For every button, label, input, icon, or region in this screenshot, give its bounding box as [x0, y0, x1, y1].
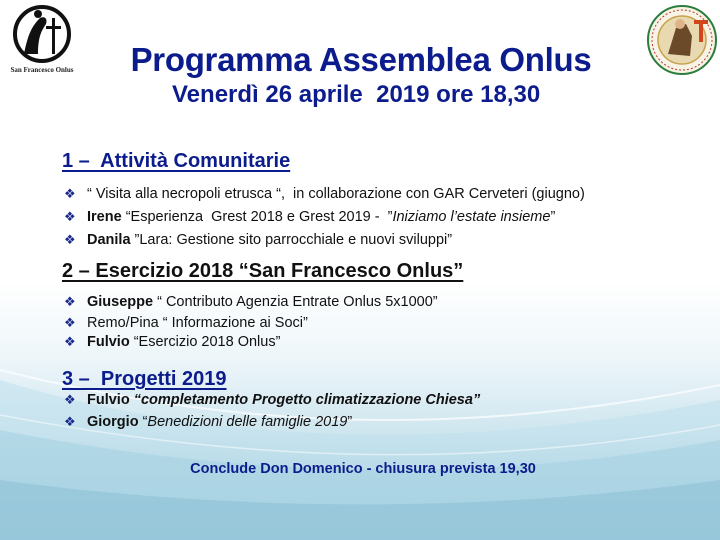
section-heading-2: 2 – Esercizio 2018 “San Francesco Onlus”: [62, 260, 464, 282]
item-italic: Benedizioni delle famiglie 2019: [147, 414, 348, 430]
page-title: Programma Assemblea Onlus: [130, 41, 592, 78]
page-subtitle: Venerdì 26 aprile 2019 ore 18,30: [172, 81, 541, 108]
item-text: “ Contributo Agenzia Entrate Onlus 5x1000”: [153, 294, 438, 310]
item-speaker: Danila: [87, 232, 131, 248]
diamond-bullet-icon: ❖: [64, 209, 76, 224]
item-text: “Esperienza Grest 2018 e Grest 2019 - ”: [121, 209, 393, 225]
list-item: [64, 186, 585, 202]
closing-note: Conclude Don Domenico - chiusura prevista 19,30: [190, 461, 536, 477]
item-tail: ”: [347, 414, 353, 430]
item-speaker: Irene: [87, 209, 122, 225]
item-speaker: Giorgio: [87, 414, 139, 430]
diamond-bullet-icon: ❖: [64, 186, 76, 201]
item-bold-italic: “completamento Progetto climatizzazione Chiesa”: [129, 392, 481, 408]
item-text: “: [138, 414, 148, 430]
list-item: [64, 294, 438, 310]
item-italic: Iniziamo l’estate insieme: [392, 209, 551, 225]
item-speaker: Fulvio: [87, 392, 130, 408]
list-item: [64, 392, 480, 408]
list-item: [64, 232, 452, 248]
diamond-bullet-icon: ❖: [64, 232, 76, 247]
list-item: [64, 315, 308, 331]
section-heading-3: 3 – Progetti 2019: [62, 368, 227, 390]
item-speaker: Giuseppe: [87, 294, 154, 310]
diamond-bullet-icon: ❖: [64, 294, 76, 309]
diamond-bullet-icon: ❖: [64, 392, 76, 407]
item-text: “ Visita alla necropoli etrusca “, in collaborazione con GAR Cerveteri (giugno): [87, 186, 585, 202]
item-text: ”Lara: Gestione sito parrocchiale e nuovi sviluppi”: [130, 232, 453, 248]
item-tail: ”: [550, 209, 556, 225]
list-item: [64, 209, 555, 225]
diamond-bullet-icon: ❖: [64, 334, 76, 349]
list-item: [64, 414, 352, 430]
diamond-bullet-icon: ❖: [64, 414, 76, 429]
item-text: “Esercizio 2018 Onlus”: [129, 334, 281, 350]
list-item: [64, 334, 280, 350]
item-speaker: Fulvio: [87, 334, 130, 350]
logo-caption: San Francesco Onlus: [10, 66, 74, 74]
item-text: Remo/Pina “ Informazione ai Soci”: [87, 315, 308, 331]
section-heading-1: 1 – Attività Comunitarie: [62, 150, 291, 172]
diamond-bullet-icon: ❖: [64, 315, 76, 330]
